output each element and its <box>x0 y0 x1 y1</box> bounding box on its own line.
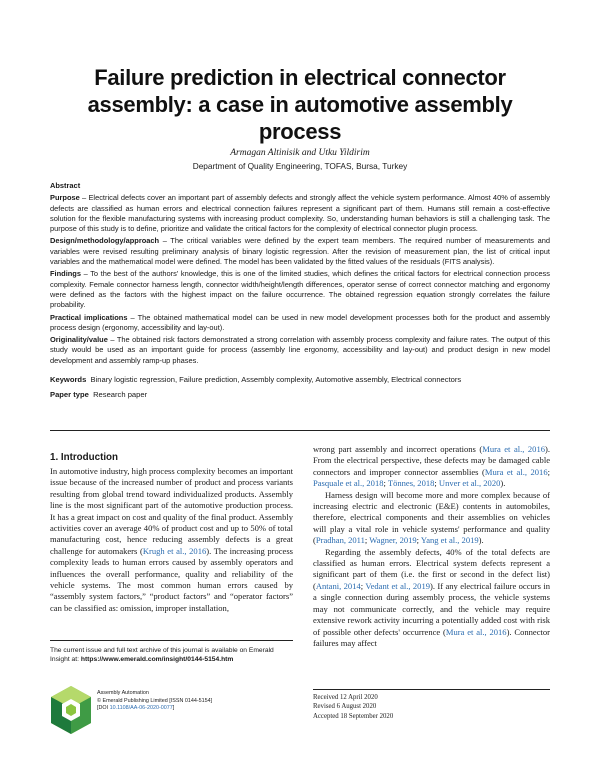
originality-label: Originality/value <box>50 335 108 345</box>
authors: Armagan Altinisik and Utku Yildirim <box>230 148 370 158</box>
citation-link[interactable]: Mura et al., 2016 <box>482 444 545 454</box>
doi-link[interactable]: 10.1108/AA-06-2020-0077 <box>109 705 173 712</box>
citation-link[interactable]: Pasquale et al., 2018 <box>313 478 384 489</box>
practical-text: – The obtained mathematical model can be used in new model development processes both for the product and assembly process design (ergonomy, accessibility and lay-out). <box>50 312 550 332</box>
intro-text-a: In automotive industry, high process complexity becomes an important issue because of the increased number of product and process variants resulting from global trend toward individualized products. Assembly line is the most significant part of the automotive production process. It has a great impact on cost and quality of the final product. Assembly activities cover an average 40% of product cost and up to 50% of total manufacturing cost, hence reducing assembly defects is a great challenge for automakers ( <box>50 466 293 556</box>
text-segment: ; <box>364 535 370 546</box>
right-paragraph-1 <box>313 444 550 490</box>
citation-link[interactable]: Unver et al., 2020 <box>438 478 501 489</box>
findings-text: – To the best of the authors' knowledge, this is one of the limited studies, which defines the critical factors for electrical connection process complexity. Female connector harness length, connector width/height/length differences, operator sense of correct connector matching and ergonomy were defined as the factors with the highest impact on the failure occurrence. The obtained regression equation strongly correlates the failure probability. <box>50 269 550 310</box>
doi-prefix: [DOI <box>97 705 110 712</box>
footnote <box>50 646 293 664</box>
abstract <box>50 181 550 368</box>
right-paragraph-3 <box>313 547 550 650</box>
practical-label: Practical implications <box>50 312 128 322</box>
text-segment: ; <box>416 535 421 546</box>
doi-suffix: ] <box>172 705 175 712</box>
right-paragraph-2 <box>313 490 550 547</box>
text-segment: ; <box>547 466 550 477</box>
findings-label: Findings <box>50 269 81 279</box>
journal-info <box>97 690 212 713</box>
text-segment: ). From the electrical perspective, these defects may be damaged cable connectors and improper connector assemblies ( <box>313 444 550 477</box>
text-segment: ). <box>478 535 484 546</box>
abstract-design <box>50 236 550 267</box>
intro-text-b: ). The increasing process complexity leads to human errors caused by assembly operators and influences the overall performance, quality and reliability of the vehicle systems. The most common human errors caused by “assembly system factors,” “product factors” and “operator factors” can be classified as: omission, improper installation, <box>50 545 293 613</box>
keywords <box>50 375 550 385</box>
citation-link[interactable]: Wagner, 2019 <box>369 535 417 546</box>
text-segment: ). If any electrical failure occurs in a single connection during assembly process, the vehicle systems may not communicate correctly, and the vehicle may require extensive rework activity incurring a potentially added cost with risk of possible other defects' occurrence ( <box>313 580 550 637</box>
dates-divider <box>313 689 550 690</box>
citation-link[interactable]: Vedant et al., 2019 <box>365 580 431 591</box>
citation-link[interactable]: Mura et al., 2016 <box>484 466 548 477</box>
design-label: Design/methodology/approach <box>50 236 160 246</box>
affiliation: Department of Quality Engineering, TOFAS, Bursa, Turkey <box>192 161 408 171</box>
text-segment: ; <box>434 478 439 489</box>
keywords-label: Keywords <box>50 375 87 384</box>
footnote-divider <box>50 640 293 641</box>
intro-paragraph-1 <box>50 466 293 614</box>
citation-link[interactable]: Antani, 2014 <box>315 580 361 591</box>
citation-link[interactable]: Krugh et al., 2016 <box>142 545 207 556</box>
design-text: – The critical variables were defined by the expert team members. The required number of measurements and variables were revised resulting preliminary analysis of binary logistic regression. After the revision of measurement plan, the list of critical input variables and the mathematical model were defined. The model has been validated by the fitted values of the residuals (FITS analysis). <box>50 236 550 267</box>
text-segment: ). <box>500 478 506 489</box>
emerald-logo-icon <box>50 685 92 735</box>
footnote-text: The current issue and full text archive of this journal is available on Emerald Insight at: <box>50 647 274 663</box>
text-segment: ). Connector failures may affect <box>313 626 550 648</box>
left-column <box>50 466 293 614</box>
journal-publisher: © Emerald Publishing Limited [ISSN 0144-5154] <box>97 697 213 704</box>
text-segment: ; <box>383 478 388 489</box>
text-segment: wrong part assembly and incorrect operations ( <box>313 444 483 454</box>
date-revised: Revised 6 August 2020 <box>313 703 377 711</box>
purpose-label: Purpose <box>50 193 80 203</box>
date-received: Received 12 April 2020 <box>313 694 378 701</box>
abstract-originality <box>50 335 550 366</box>
abstract-findings <box>50 269 550 310</box>
text-segment: ; <box>360 580 366 591</box>
originality-text: – The obtained risk factors demonstrated a strong correlation with assembly process complexity and failure rates. The output of this study would be used as an important guide for process (assembly line ergonomy, accessibility and lay-out) and product design in new model development and assembly ramp-up phases. <box>50 335 550 365</box>
text-segment: Harness design will become more and more complex because of increasing electric and electronic (E&E) contents in automobiles, therefore, electrical components and their assemblies on vehicles will play a vital role in vehicle systems' performance and quality ( <box>313 489 550 546</box>
citation-link[interactable]: Tönnes, 2018 <box>387 478 435 489</box>
abstract-practical <box>50 313 550 334</box>
citation-link[interactable]: Yang et al., 2019 <box>420 535 479 546</box>
paper-title: Failure prediction in electrical connector assembly: a case in automotive assembly process <box>87 65 513 144</box>
citation-link[interactable]: Pradhan, 2011 <box>315 535 365 546</box>
date-accepted: Accepted 18 September 2020 <box>313 712 394 720</box>
right-column <box>313 444 550 649</box>
paper-type-text: Research paper <box>93 390 148 399</box>
section-divider <box>50 430 550 431</box>
paper-type-label: Paper type <box>50 390 89 399</box>
citation-link[interactable]: Mura et al., 2016 <box>445 626 507 637</box>
journal-name: Assembly Automation <box>97 690 149 696</box>
keywords-text: Binary logistic regression, Failure prediction, Assembly complexity, Automotive assembly, Electrical connectors <box>90 375 462 384</box>
article-dates <box>313 693 393 721</box>
journal-doi <box>97 705 212 713</box>
purpose-text: – Electrical defects cover an important part of assembly defects and strongly affect the vehicle system performance. Almost 40% of assembly defects are classified as human errors and electrical connection failures represent a significant part of them. Humans still remain a cost-effective solution for the flexible manufacturing systems with increasing product complexity. So, understanding human behaviors is still a challenging task. The purpose of this study is to define, prioritize and validate the critical factors for the complexity of electrical connector plugin process. <box>50 193 550 234</box>
abstract-purpose <box>50 193 550 234</box>
abstract-heading: Abstract <box>50 181 81 190</box>
text-segment: Regarding the assembly defects, 40% of the total defects are classified as human errors. Electrical system defects represent a significant part of them (i.e. the first or second in the defect list) ( <box>313 546 550 591</box>
footnote-url[interactable]: https://www.emerald.com/insight/0144-5154.htm <box>80 656 234 663</box>
section-heading: 1. Introduction <box>50 452 119 463</box>
paper-type <box>50 390 550 400</box>
